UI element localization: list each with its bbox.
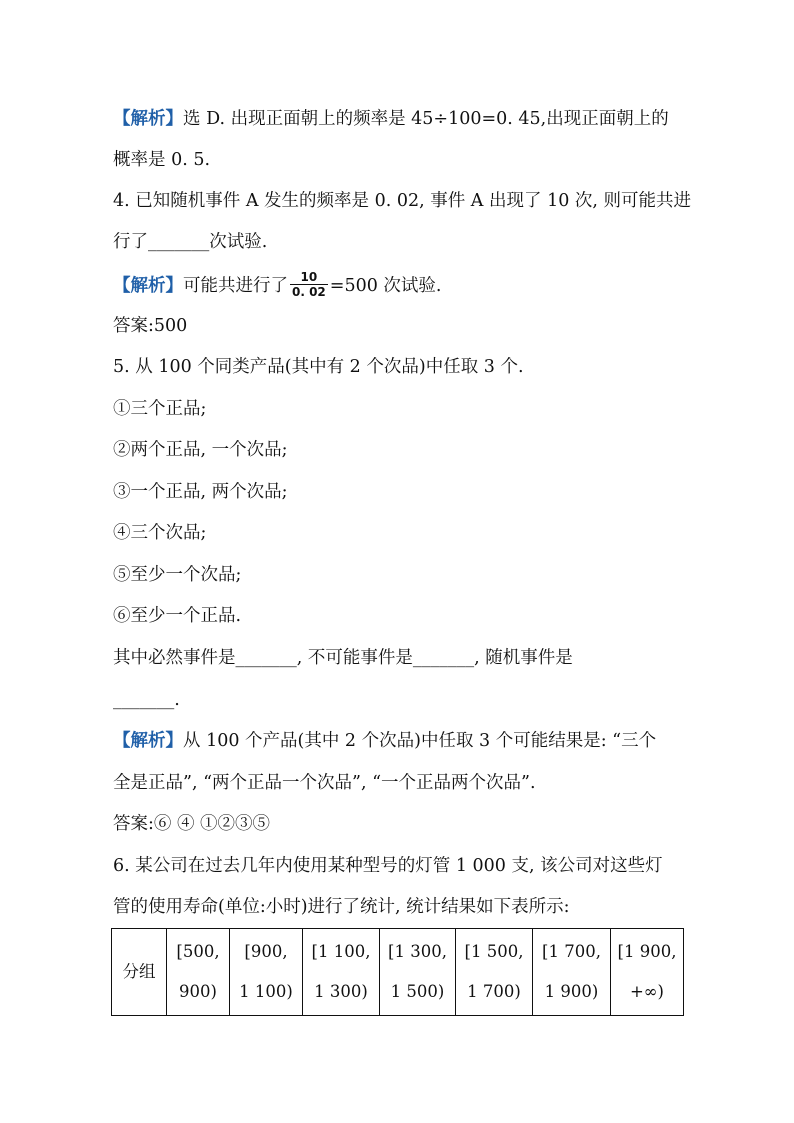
- interval-end: 900): [179, 982, 217, 1001]
- table-cell: [611, 929, 684, 1016]
- interval-start: [1 100,: [311, 942, 371, 961]
- question-4-stem: 4. 已知随机事件 A 发生的频率是 0. 02, 事件 A 出现了 10 次, 则可能共进: [113, 191, 692, 211]
- analysis-text: 可能共进行了: [183, 276, 288, 296]
- interval-end: +∞): [629, 982, 664, 1001]
- analysis-text: 从 100 个产品(其中 2 个次品)中任取 3 个可能结果是: “三个: [183, 731, 657, 751]
- analysis-tag: 【解析】: [113, 109, 183, 129]
- analysis-paragraph-q4: [113, 272, 442, 301]
- question-5-option: ②两个正品, 一个次品;: [113, 440, 288, 460]
- question-4-stem-continued: 行了_______次试验.: [113, 232, 268, 252]
- analysis-text-result: =500 次试验.: [329, 276, 442, 296]
- interval-end: 1 500): [390, 982, 445, 1001]
- table-row-header: 分组: [112, 929, 167, 1016]
- question-6-stem-continued: 管的使用寿命(单位:小时)进行了统计, 统计结果如下表所示:: [113, 897, 570, 917]
- analysis-paragraph-q5: [113, 729, 656, 753]
- question-5-option: ④三个次品;: [113, 523, 207, 543]
- fraction-numerator: 10: [290, 270, 328, 285]
- interval-end: 1 700): [467, 982, 521, 1001]
- interval-start: [500,: [176, 942, 220, 961]
- fraction: [290, 270, 328, 299]
- interval-end: 1 900): [544, 982, 599, 1001]
- analysis-text-continued: 全是正品”, “两个正品一个次品”, “一个正品两个次品”.: [113, 773, 536, 793]
- question-6-stem: 6. 某公司在过去几年内使用某种型号的灯管 1 000 支, 该公司对这些灯: [113, 856, 663, 876]
- question-5-option: ①三个正品;: [113, 399, 207, 419]
- table-cell: [303, 929, 380, 1016]
- analysis-text-continued: 概率是 0. 5.: [113, 150, 211, 170]
- question-5-option: ⑤至少一个次品;: [113, 565, 242, 585]
- interval-start: [1 700,: [542, 942, 601, 961]
- table-cell: [533, 929, 611, 1016]
- lifetime-table: [111, 928, 684, 1016]
- table-cell: [380, 929, 456, 1016]
- question-5-stem: 5. 从 100 个同类产品(其中有 2 个次品)中任取 3 个.: [113, 357, 524, 377]
- fraction-denominator: 0. 02: [292, 285, 326, 299]
- table-cell: [230, 929, 303, 1016]
- interval-start: [900,: [244, 942, 288, 961]
- interval-end: 1 300): [314, 982, 368, 1001]
- interval-start: [1 900,: [617, 942, 677, 961]
- analysis-paragraph-q3: [113, 107, 669, 131]
- interval-start: [1 300,: [388, 942, 447, 961]
- table-row: [112, 929, 684, 1016]
- interval-start: [1 500,: [464, 942, 524, 961]
- analysis-text: 选 D. 出现正面朝上的频率是 45÷100=0. 45,出现正面朝上的: [183, 109, 669, 129]
- question-5-prompt-continued: _______.: [113, 690, 180, 710]
- question-5-option: ③一个正品, 两个次品;: [113, 482, 288, 502]
- question-4-answer: 答案:500: [113, 316, 188, 336]
- table-cell: [167, 929, 230, 1016]
- question-5-prompt: 其中必然事件是_______, 不可能事件是_______, 随机事件是: [113, 648, 573, 668]
- analysis-tag: 【解析】: [113, 276, 183, 296]
- table-cell: [456, 929, 533, 1016]
- question-5-option: ⑥至少一个正品.: [113, 606, 242, 626]
- question-5-answer: 答案:⑥ ④ ①②③⑤: [113, 814, 271, 834]
- interval-end: 1 100): [239, 982, 293, 1001]
- analysis-tag: 【解析】: [113, 731, 183, 751]
